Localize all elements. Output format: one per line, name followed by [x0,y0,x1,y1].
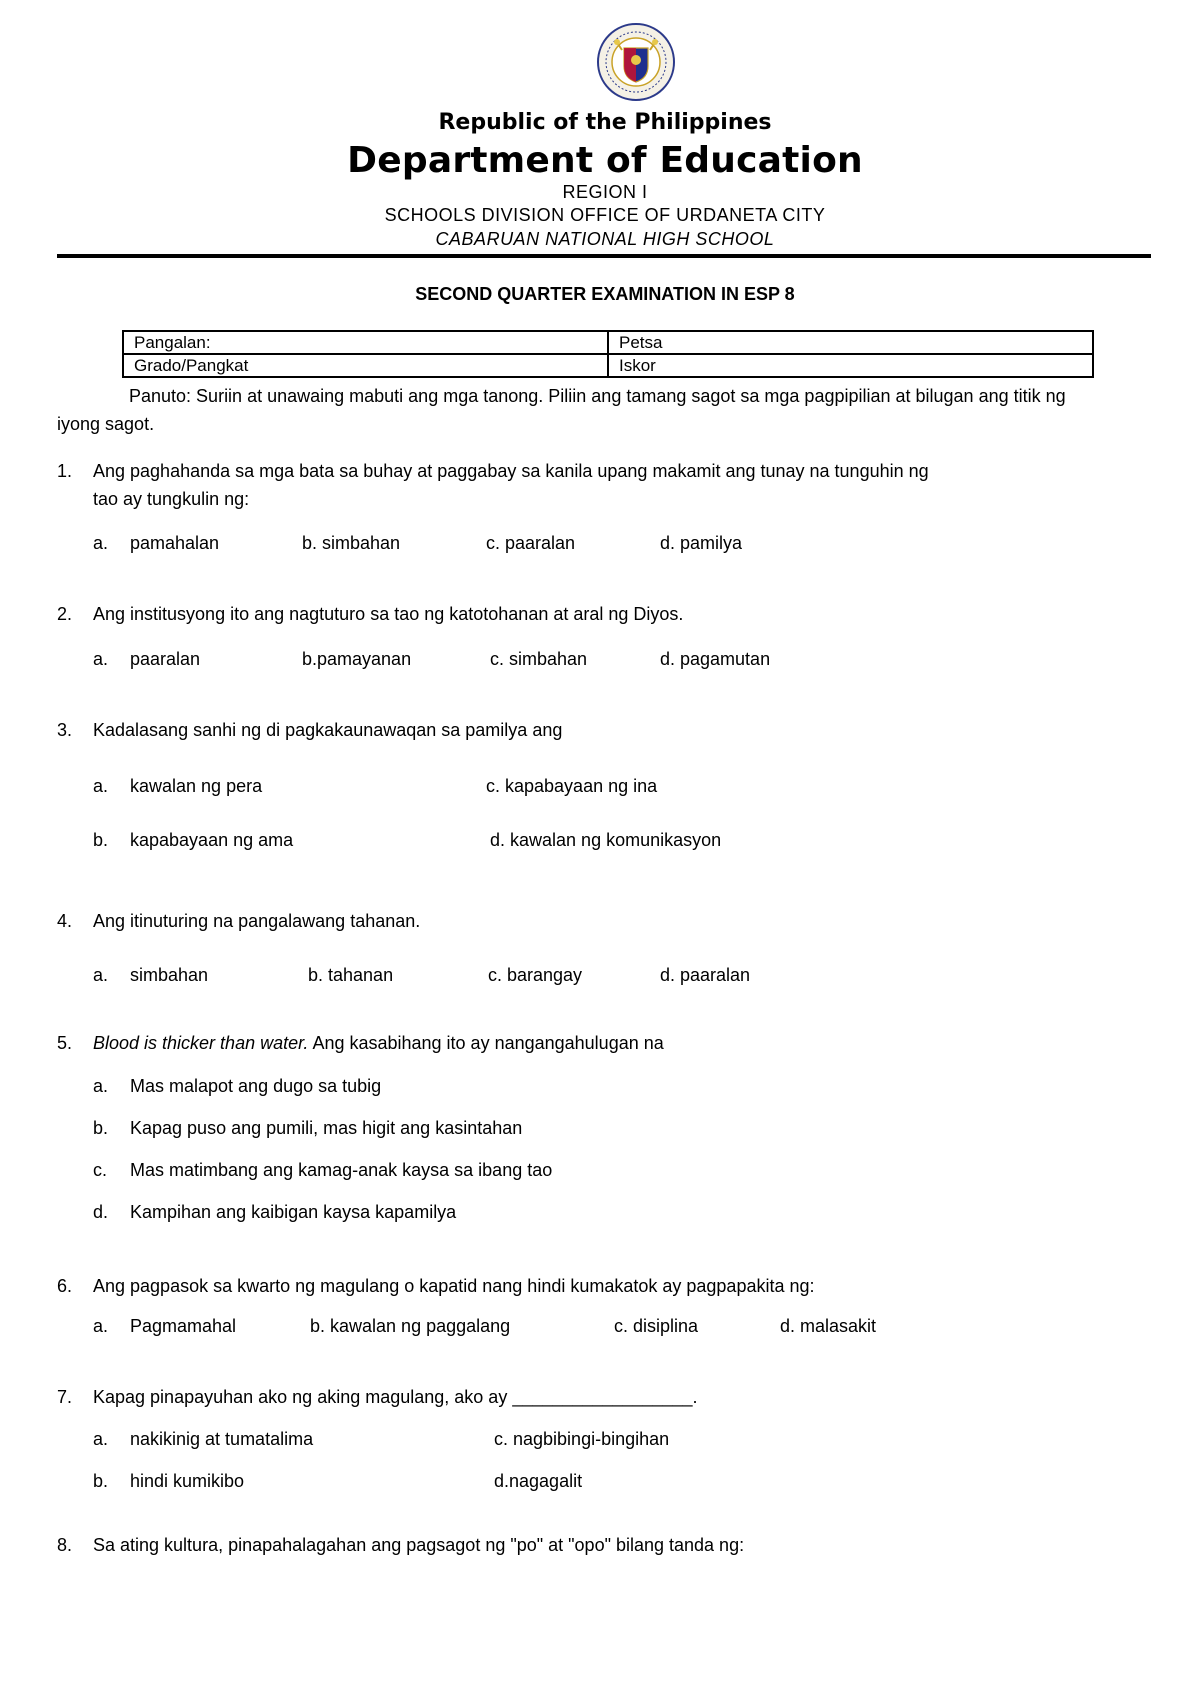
question-text [93,1033,664,1054]
choice-c[interactable]: c. paaralan [486,533,576,553]
choice-c[interactable]: c. disiplina [614,1316,699,1336]
choice-c[interactable]: c. barangay [488,965,583,985]
choice-d[interactable]: d. pagamutan [660,649,771,669]
choice-d[interactable]: d. pamilya [660,533,743,553]
division-line: SCHOOLS DIVISION OFFICE OF URDANETA CITY [384,205,826,225]
choice-c[interactable]: Mas matimbang ang kamag-anak kaysa sa ibang tao [130,1160,553,1180]
choice-b[interactable]: b. kawalan ng paggalang [310,1316,511,1336]
grade-label: Grado/Pangkat [134,356,249,375]
question-text: Ang institusyong ito ang nagtuturo sa tao ng katotohanan at aral ng Diyos. [93,604,684,624]
question-text-cont: tao ay tungkulin ng: [93,489,250,509]
question-number: 2. [57,604,73,624]
choice-d[interactable]: d. kawalan ng komunikasyon [490,830,722,850]
choice-c[interactable]: c. nagbibingi-bingihan [494,1429,670,1449]
choice-b[interactable]: kapabayaan ng ama [130,830,294,850]
choice-b-letter[interactable]: b. [93,1471,109,1491]
question-text: Ang itinuturing na pangalawang tahanan. [93,911,421,931]
date-label: Petsa [619,333,663,352]
choice-b-letter[interactable]: b. [93,830,109,850]
choice-a[interactable]: pamahalan [130,533,220,553]
instructions: Panuto: Suriin at unawaing mabuti ang mga tanong. Piliin ang tamang sagot sa mga pagpipilian at bilugan ang titik ng iyong sagot. [57,386,1066,434]
choice-a-letter[interactable]: a. [93,1076,109,1096]
choice-d[interactable]: Kampihan ang kaibigan kaysa kapamilya [130,1202,457,1222]
choice-a[interactable]: Mas malapot ang dugo sa tubig [130,1076,382,1096]
question-text-rest: Ang kasabihang ito ay nangangahulugan na [308,1033,664,1053]
date-field[interactable] [608,331,1093,354]
choice-a[interactable]: kawalan ng pera [130,776,263,796]
choice-a-letter[interactable]: a. [93,776,109,796]
choice-b-letter[interactable]: b. [93,1118,109,1138]
choice-a-letter[interactable]: a. [93,965,109,985]
deped-seal-icon [596,22,676,102]
choice-a[interactable]: nakikinig at tumatalima [130,1429,314,1449]
republic-heading: Republic of the Philippines [438,110,772,135]
question-text: Kadalasang sanhi ng di pagkakaunawaqan sa pamilya ang [93,720,563,740]
choice-c[interactable]: c. simbahan [490,649,588,669]
choice-d-letter[interactable]: d. [93,1202,109,1222]
choice-b[interactable]: b. tahanan [308,965,394,985]
question-text: Sa ating kultura, pinapahalagahan ang pagsagot ng "po" at "opo" bilang tanda ng: [93,1535,745,1555]
question-number: 6. [57,1276,73,1296]
choice-a-letter[interactable]: a. [93,1316,109,1336]
question-number: 5. [57,1033,73,1053]
choice-d[interactable]: d. paaralan [660,965,751,985]
choice-d[interactable]: d.nagagalit [494,1471,583,1491]
grade-field[interactable] [123,354,608,377]
choice-b[interactable]: Kapag puso ang pumili, mas higit ang kasintahan [130,1118,523,1138]
region-line: REGION I [562,182,648,202]
student-info-table [122,330,1094,378]
question-number: 3. [57,720,73,740]
choice-a-letter[interactable]: a. [93,533,109,553]
exam-title: SECOND QUARTER EXAMINATION IN ESP 8 [415,284,795,304]
header-divider [57,254,1151,258]
score-label: Iskor [619,356,656,375]
choice-c-letter[interactable]: c. [93,1160,108,1180]
name-label: Pangalan: [134,333,211,352]
question-number: 7. [57,1387,73,1407]
name-field[interactable] [123,331,608,354]
question-text: Ang paghahanda sa mga bata sa buhay at paggabay sa kanila upang makamit ang tunay na tunguhin ng [93,461,929,481]
choice-a[interactable]: simbahan [130,965,209,985]
choice-d[interactable]: d. malasakit [780,1316,877,1336]
question-number: 8. [57,1535,73,1555]
score-field[interactable] [608,354,1093,377]
choice-c[interactable]: c. kapabayaan ng ina [486,776,658,796]
choice-a[interactable]: Pagmamahal [130,1316,237,1336]
choice-b[interactable]: hindi kumikibo [130,1471,245,1491]
question-text: Ang pagpasok sa kwarto ng magulang o kapatid nang hindi kumakatok ay pagpapakita ng: [93,1276,815,1296]
question-number: 4. [57,911,73,931]
choice-a-letter[interactable]: a. [93,1429,109,1449]
choice-a[interactable]: paaralan [130,649,201,669]
choice-b[interactable]: b. simbahan [302,533,401,553]
school-line: CABARUAN NATIONAL HIGH SCHOOL [435,229,775,249]
question-text: Kapag pinapayuhan ako ng aking magulang, ako ay __________________. [93,1387,698,1407]
question-number: 1. [57,461,73,481]
choice-a-letter[interactable]: a. [93,649,109,669]
proverb-text: Blood is thicker than water. [93,1033,309,1053]
choice-b[interactable]: b.pamayanan [302,649,412,669]
department-heading: Department of Education [347,140,863,181]
